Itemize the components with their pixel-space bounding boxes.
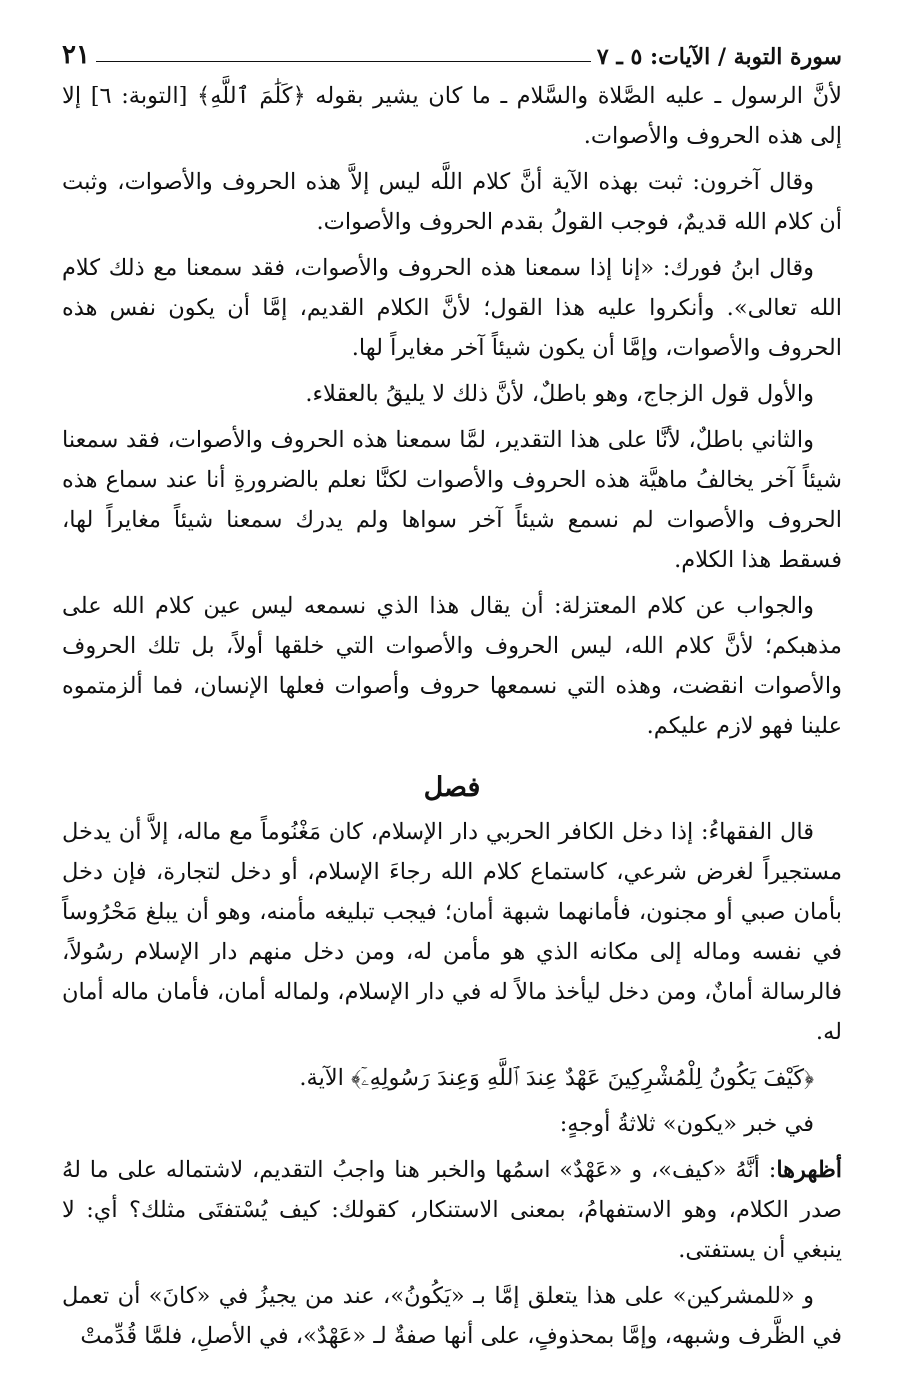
header-rule [96, 61, 591, 62]
paragraph-2: وقال آخرون: ثبت بهذه الآية أنَّ كلام اللَّه ليس إلاَّ هذه الحروف والأصوات، وثبت أن كلام الله قديمٌ، فوجب القولُ بقدم الحروف والأصوات. [62, 169, 842, 235]
paragraph-5: والثاني باطلٌ، لأنَّا على هذا التقدير، لمَّا سمعنا هذه الحروف والأصوات، فقد سمعنا شيئاً آخر يخالفُ ماهيَّة هذه الحروف والأصوات لكنَّا نعلم بالضرورةِ أنا عند سماع هذه الحروف والأصوات لم نسمع شيئاً آخر سواها ولم يدرك سمعنا شيئاً مغايراً لها، فسقط هذا الكلام. [62, 427, 842, 573]
page [62, 22, 842, 1362]
body-text [62, 76, 842, 1356]
paragraph-4: والأول قول الزجاج، وهو باطلٌ، لأنَّ ذلك لا يليقُ بالعقلاء. [305, 381, 814, 407]
running-header [62, 22, 842, 70]
section-heading: فصل [423, 772, 481, 803]
last-paragraph: و «للمشركين» على هذا يتعلق إمَّا بـ «يَكُونُ»، عند من يجيزُ في «كانَ» أن تعمل في الظَّرف وشبهه، وإمَّا بمحذوفٍ، على أنها صفةٌ لـ «عَهْدٌ»، في الأصلِ، فلمَّا قُدِّمتْ [62, 1283, 842, 1349]
first-view-lead: أظهرها [776, 1157, 842, 1183]
quran-verse: ﴿كَيْفَ يَكُونُ لِلْمُشْرِكِينَ عَهْدٌ عِندَ ٱللَّهِ وَعِندَ رَسُولِهِۦٓ﴾ الآية. [299, 1065, 814, 1091]
page-number: ٢١ [62, 40, 90, 70]
paragraph-3: وقال ابنُ فورك: «إنا إذا سمعنا هذه الحروف والأصوات، فقد سمعنا مع ذلك كلام الله تعالى». وأنكروا عليه هذا القول؛ لأنَّ الكلام القديم، إمَّا أن يكون نفس هذه الحروف والأصوات، وإمَّا أن يكون شيئاً آخر مغايراً لها. [62, 255, 842, 361]
first-view-paragraph [62, 1150, 842, 1270]
section-paragraph-1: قال الفقهاءُ: إذا دخل الكافر الحربي دار الإسلام، كان مَغْنُوماً مع ماله، إلاَّ أن يدخل مستجيراً لغرض شرعي، كاستماع كلام الله رجاءَ الإسلام، أو دخل لتجارة، فإن دخل بأمان صبي أو مجنون، فأمانهما شبهة أمان؛ فيجب تبليغه مأمنه، وهو أن يبلغ مَحْرُوساً في نفسه وماله إلى مكانه الذي هو مأمن له، ومن دخل منهم دار الإسلام رسُولاً، فالرسالة أمانٌ، ومن دخل ليأخذ مالاً له في دار الإسلام، ولماله أمان، فأمان ماله أمان له. [62, 819, 842, 1045]
khabar-intro: في خبر «يكون» ثلاثةُ أوجهٍ: [559, 1111, 814, 1137]
first-view-text: : أنَّهُ «كيف»، و «عَهْدٌ» اسمُها والخبر هنا واجبُ التقديم، لاشتماله على ما لهُ صدر الكلام، وهو الاستفهامُ، بمعنى الاستنكار، كقولك: كيف يُسْتفتَى مثلك؟ أي: لا ينبغي أن يستفتى. [62, 1157, 842, 1263]
header-title: سورة التوبة / الآيات: ٥ ـ ٧ [596, 44, 842, 70]
paragraph-6: والجواب عن كلام المعتزلة: أن يقال هذا الذي نسمعه ليس عين كلام الله على مذهبكم؛ لأنَّ كلام الله، ليس الحروف والأصوات التي خلقها أولاً، بل تلك الحروف والأصوات انقضت، وهذه التي نسمعها حروف وأصوات فعلها الإنسان، فما ألزمتموه علينا فهو لازم عليكم. [62, 593, 842, 739]
paragraph-1: لأنَّ الرسول ـ عليه الصَّلاة والسَّلام ـ ما كان يشير بقوله ﴿كَلَٰمَ ٱللَّهِ﴾ [التوبة: ٦] إلا إلى هذه الحروف والأصوات. [62, 83, 843, 149]
